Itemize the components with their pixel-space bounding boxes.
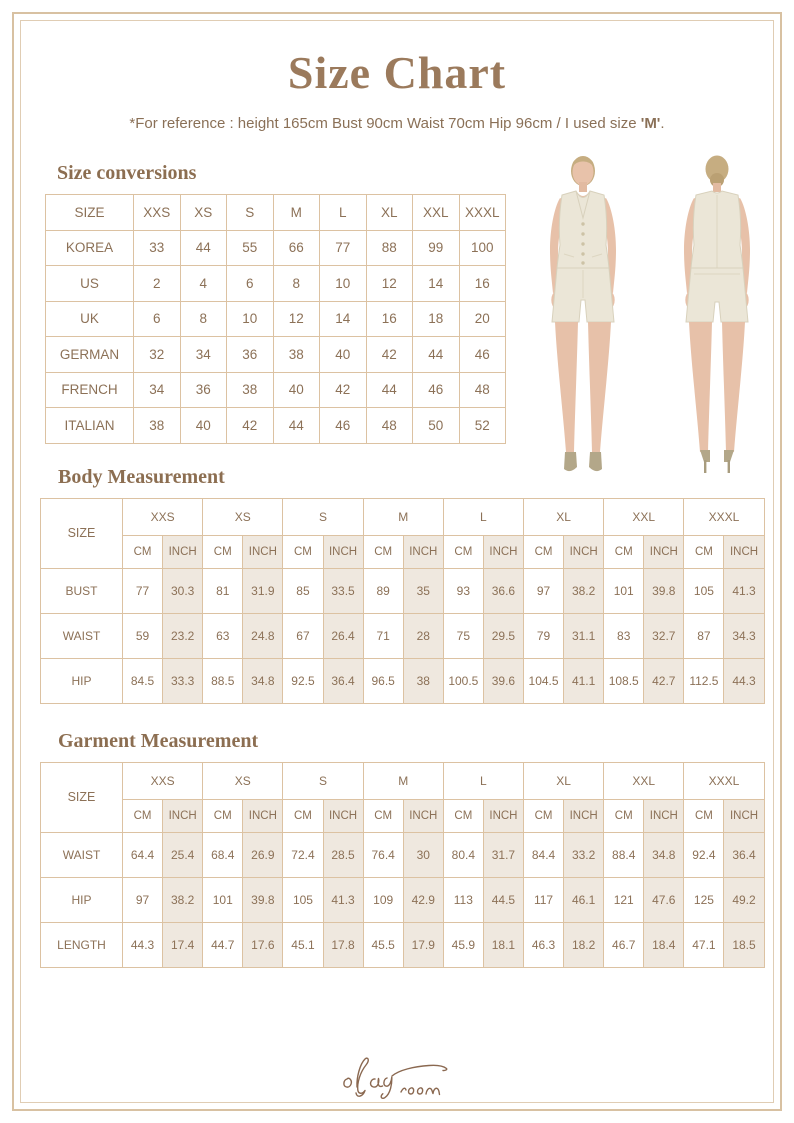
section-heading-size-conversions: Size conversions xyxy=(57,162,197,184)
table-cell: 83 xyxy=(604,613,644,658)
table-cell: 68.4 xyxy=(203,832,243,877)
table-cell: 92.4 xyxy=(684,832,724,877)
unit-header: INCH xyxy=(243,799,283,832)
table-cell: 29.5 xyxy=(483,613,523,658)
table-cell: 41.3 xyxy=(724,568,764,613)
table-cell: 125 xyxy=(684,877,724,922)
body-measurement-section xyxy=(40,466,764,704)
table-cell: 81 xyxy=(203,568,243,613)
unit-header: CM xyxy=(123,535,163,568)
table-cell: 18.1 xyxy=(483,922,523,967)
table-cell: 12 xyxy=(273,301,320,337)
table-cell: 77 xyxy=(123,568,163,613)
unit-header: INCH xyxy=(483,799,523,832)
table-row xyxy=(41,568,765,613)
table-cell: 40 xyxy=(180,408,227,444)
table-cell: 105 xyxy=(283,877,323,922)
row-label: ITALIAN xyxy=(46,408,134,444)
unit-header: INCH xyxy=(403,799,443,832)
table-cell: 97 xyxy=(123,877,163,922)
unit-header: CM xyxy=(363,799,403,832)
table-cell: 28.5 xyxy=(323,832,363,877)
table-cell: 84.4 xyxy=(523,832,563,877)
table-cell: 24.8 xyxy=(243,613,283,658)
unit-header: CM xyxy=(684,535,724,568)
table-cell: 105 xyxy=(684,568,724,613)
table-row xyxy=(41,658,765,703)
table-cell: 42 xyxy=(227,408,274,444)
table-cell: 46 xyxy=(459,337,506,373)
table-cell: 46 xyxy=(413,372,460,408)
table-cell: 79 xyxy=(523,613,563,658)
column-header: XS xyxy=(180,195,227,231)
unit-header: CM xyxy=(123,799,163,832)
table-cell: 6 xyxy=(134,301,181,337)
table-cell: 71 xyxy=(363,613,403,658)
table-cell: 25.4 xyxy=(163,832,203,877)
row-label: UK xyxy=(46,301,134,337)
table-cell: 46.7 xyxy=(604,922,644,967)
size-column-header: XL xyxy=(523,762,603,799)
table-row xyxy=(41,832,765,877)
table-cell: 41.1 xyxy=(564,658,604,703)
table-cell: 34 xyxy=(134,372,181,408)
table-cell: 36 xyxy=(227,337,274,373)
table-cell: 52 xyxy=(459,408,506,444)
column-header: S xyxy=(227,195,274,231)
table-cell: 121 xyxy=(604,877,644,922)
table-row xyxy=(46,337,506,373)
table-cell: 49.2 xyxy=(724,877,764,922)
table-cell: 33.3 xyxy=(163,658,203,703)
table-cell: 46.1 xyxy=(564,877,604,922)
table-cell: 55 xyxy=(227,230,274,266)
table-cell: 39.6 xyxy=(483,658,523,703)
table-cell: 39.8 xyxy=(243,877,283,922)
row-label: WAIST xyxy=(41,832,123,877)
size-column-header: XL xyxy=(523,498,603,535)
row-label: WAIST xyxy=(41,613,123,658)
table-row xyxy=(41,877,765,922)
table-cell: 97 xyxy=(523,568,563,613)
unit-header: INCH xyxy=(564,535,604,568)
table-cell: 117 xyxy=(523,877,563,922)
unit-header: CM xyxy=(684,799,724,832)
table-cell: 38 xyxy=(273,337,320,373)
row-label: LENGTH xyxy=(41,922,123,967)
table-cell: 101 xyxy=(203,877,243,922)
table-cell: 92.5 xyxy=(283,658,323,703)
table-cell: 113 xyxy=(443,877,483,922)
table-cell: 48 xyxy=(366,408,413,444)
reference-note xyxy=(0,115,794,132)
unit-header: CM xyxy=(203,535,243,568)
table-cell: 45.5 xyxy=(363,922,403,967)
unit-header: CM xyxy=(443,535,483,568)
table-cell: 47.6 xyxy=(644,877,684,922)
column-header: XXS xyxy=(134,195,181,231)
size-header: SIZE xyxy=(41,762,123,832)
row-label: KOREA xyxy=(46,230,134,266)
table-cell: 67 xyxy=(283,613,323,658)
table-cell: 36.4 xyxy=(323,658,363,703)
garment-measurement-section xyxy=(40,730,764,968)
row-label: US xyxy=(46,266,134,302)
table-cell: 99 xyxy=(413,230,460,266)
table-cell: 10 xyxy=(227,301,274,337)
table-cell: 38.2 xyxy=(163,877,203,922)
table-cell: 50 xyxy=(413,408,460,444)
table-cell: 84.5 xyxy=(123,658,163,703)
size-column-header: M xyxy=(363,498,443,535)
table-cell: 44 xyxy=(366,372,413,408)
table-cell: 47.1 xyxy=(684,922,724,967)
table-cell: 44.5 xyxy=(483,877,523,922)
table-cell: 38 xyxy=(227,372,274,408)
table-cell: 112.5 xyxy=(684,658,724,703)
unit-header: INCH xyxy=(163,535,203,568)
table-cell: 20 xyxy=(459,301,506,337)
table-cell: 87 xyxy=(684,613,724,658)
table-cell: 89 xyxy=(363,568,403,613)
table-cell: 93 xyxy=(443,568,483,613)
size-column-header: L xyxy=(443,762,523,799)
table-cell: 31.7 xyxy=(483,832,523,877)
table-header-row xyxy=(46,195,506,231)
table-row xyxy=(41,922,765,967)
table-row xyxy=(41,613,765,658)
unit-header: INCH xyxy=(403,535,443,568)
table-cell: 42 xyxy=(366,337,413,373)
table-cell: 39.8 xyxy=(644,568,684,613)
table-cell: 12 xyxy=(366,266,413,302)
size-column-header: M xyxy=(363,762,443,799)
table-cell: 23.2 xyxy=(163,613,203,658)
table-cell: 48 xyxy=(459,372,506,408)
table-cell: 14 xyxy=(320,301,367,337)
table-cell: 44.3 xyxy=(724,658,764,703)
table-cell: 8 xyxy=(180,301,227,337)
unit-header: CM xyxy=(443,799,483,832)
table-cell: 18.4 xyxy=(644,922,684,967)
table-cell: 59 xyxy=(123,613,163,658)
table-cell: 31.1 xyxy=(564,613,604,658)
size-column-header: XXL xyxy=(604,498,684,535)
row-label: BUST xyxy=(41,568,123,613)
section-heading-body-measurement: Body Measurement xyxy=(58,465,225,488)
column-header: L xyxy=(320,195,367,231)
table-cell: 40 xyxy=(320,337,367,373)
table-cell: 38.2 xyxy=(564,568,604,613)
table-cell: 64.4 xyxy=(123,832,163,877)
table-cell: 34.3 xyxy=(724,613,764,658)
table-header-row xyxy=(41,498,765,535)
mannequin-front-figure xyxy=(524,150,642,482)
table-cell: 33 xyxy=(134,230,181,266)
table-header-row xyxy=(41,762,765,799)
unit-header: CM xyxy=(283,799,323,832)
table-cell: 38 xyxy=(134,408,181,444)
table-cell: 26.4 xyxy=(323,613,363,658)
unit-header: INCH xyxy=(163,799,203,832)
size-column-header: XS xyxy=(203,762,283,799)
unit-header: INCH xyxy=(243,535,283,568)
row-label: FRENCH xyxy=(46,372,134,408)
table-cell: 35 xyxy=(403,568,443,613)
table-cell: 44.7 xyxy=(203,922,243,967)
table-cell: 34.8 xyxy=(243,658,283,703)
table-cell: 46 xyxy=(320,408,367,444)
unit-header: INCH xyxy=(724,799,764,832)
table-cell: 26.9 xyxy=(243,832,283,877)
table-row xyxy=(46,408,506,444)
table-cell: 88.4 xyxy=(604,832,644,877)
unit-header: INCH xyxy=(323,535,363,568)
table-cell: 40 xyxy=(273,372,320,408)
size-header: SIZE xyxy=(41,498,123,568)
table-cell: 18 xyxy=(413,301,460,337)
unit-header: CM xyxy=(203,799,243,832)
brand-signature xyxy=(340,1046,470,1100)
size-column-header: XXL xyxy=(604,762,684,799)
size-column-header: S xyxy=(283,498,363,535)
column-header: XL xyxy=(366,195,413,231)
column-header: SIZE xyxy=(46,195,134,231)
table-cell: 14 xyxy=(413,266,460,302)
table-cell: 44.3 xyxy=(123,922,163,967)
table-row xyxy=(46,372,506,408)
table-cell: 18.2 xyxy=(564,922,604,967)
table-cell: 66 xyxy=(273,230,320,266)
table-row xyxy=(46,301,506,337)
unit-header: CM xyxy=(604,535,644,568)
table-cell: 44 xyxy=(273,408,320,444)
table-cell: 34 xyxy=(180,337,227,373)
unit-header: INCH xyxy=(323,799,363,832)
column-header: XXL xyxy=(413,195,460,231)
table-cell: 30.3 xyxy=(163,568,203,613)
table-cell: 44 xyxy=(413,337,460,373)
row-label: GERMAN xyxy=(46,337,134,373)
table-cell: 17.6 xyxy=(243,922,283,967)
table-cell: 88.5 xyxy=(203,658,243,703)
table-cell: 108.5 xyxy=(604,658,644,703)
size-conversions-table xyxy=(45,194,506,444)
table-cell: 72.4 xyxy=(283,832,323,877)
size-column-header: XXXL xyxy=(684,498,764,535)
table-cell: 17.8 xyxy=(323,922,363,967)
unit-header: INCH xyxy=(483,535,523,568)
garment-measurement-table xyxy=(40,762,765,968)
table-cell: 16 xyxy=(366,301,413,337)
table-cell: 36 xyxy=(180,372,227,408)
table-cell: 31.9 xyxy=(243,568,283,613)
table-cell: 16 xyxy=(459,266,506,302)
size-column-header: S xyxy=(283,762,363,799)
size-column-header: L xyxy=(443,498,523,535)
unit-header: INCH xyxy=(564,799,604,832)
row-label: HIP xyxy=(41,658,123,703)
table-cell: 104.5 xyxy=(523,658,563,703)
table-cell: 18.5 xyxy=(724,922,764,967)
row-label: HIP xyxy=(41,877,123,922)
mannequin-back-figure xyxy=(658,150,776,482)
table-cell: 33.5 xyxy=(323,568,363,613)
unit-header-row xyxy=(41,535,765,568)
table-cell: 30 xyxy=(403,832,443,877)
table-cell: 100 xyxy=(459,230,506,266)
unit-header: INCH xyxy=(644,535,684,568)
unit-header: INCH xyxy=(724,535,764,568)
model-figures xyxy=(524,150,776,482)
table-cell: 41.3 xyxy=(323,877,363,922)
table-cell: 80.4 xyxy=(443,832,483,877)
unit-header: CM xyxy=(523,535,563,568)
unit-header: INCH xyxy=(644,799,684,832)
table-cell: 28 xyxy=(403,613,443,658)
table-cell: 2 xyxy=(134,266,181,302)
table-cell: 109 xyxy=(363,877,403,922)
table-cell: 17.9 xyxy=(403,922,443,967)
table-cell: 46.3 xyxy=(523,922,563,967)
table-cell: 32 xyxy=(134,337,181,373)
size-column-header: XXS xyxy=(123,498,203,535)
table-cell: 32.7 xyxy=(644,613,684,658)
table-cell: 36.4 xyxy=(724,832,764,877)
table-cell: 85 xyxy=(283,568,323,613)
table-cell: 6 xyxy=(227,266,274,302)
table-cell: 100.5 xyxy=(443,658,483,703)
table-cell: 4 xyxy=(180,266,227,302)
table-cell: 17.4 xyxy=(163,922,203,967)
table-cell: 38 xyxy=(403,658,443,703)
section-heading-garment-measurement: Garment Measurement xyxy=(58,729,259,752)
table-cell: 96.5 xyxy=(363,658,403,703)
table-cell: 42.9 xyxy=(403,877,443,922)
table-cell: 42 xyxy=(320,372,367,408)
table-cell: 44 xyxy=(180,230,227,266)
table-cell: 45.1 xyxy=(283,922,323,967)
table-cell: 101 xyxy=(604,568,644,613)
table-row xyxy=(46,266,506,302)
column-header: XXXL xyxy=(459,195,506,231)
unit-header: CM xyxy=(283,535,323,568)
unit-header-row xyxy=(41,799,765,832)
unit-header: CM xyxy=(604,799,644,832)
column-header: M xyxy=(273,195,320,231)
reference-note-suffix: . xyxy=(660,115,665,132)
size-conversions-section xyxy=(45,162,505,444)
table-cell: 77 xyxy=(320,230,367,266)
table-cell: 36.6 xyxy=(483,568,523,613)
table-cell: 34.8 xyxy=(644,832,684,877)
table-cell: 88 xyxy=(366,230,413,266)
table-cell: 33.2 xyxy=(564,832,604,877)
size-column-header: XXXL xyxy=(684,762,764,799)
page-title: Size Chart xyxy=(287,47,507,98)
reference-note-text: *For reference : height 165cm Bust 90cm Waist 70cm Hip 96cm / I used size xyxy=(129,115,641,132)
table-cell: 75 xyxy=(443,613,483,658)
table-cell: 76.4 xyxy=(363,832,403,877)
table-cell: 42.7 xyxy=(644,658,684,703)
table-cell: 63 xyxy=(203,613,243,658)
table-cell: 8 xyxy=(273,266,320,302)
size-column-header: XS xyxy=(203,498,283,535)
unit-header: CM xyxy=(523,799,563,832)
body-measurement-table xyxy=(40,498,765,704)
reference-size-emphasis: 'M' xyxy=(640,115,661,132)
table-row xyxy=(46,230,506,266)
unit-header: CM xyxy=(363,535,403,568)
size-column-header: XXS xyxy=(123,762,203,799)
table-cell: 45.9 xyxy=(443,922,483,967)
table-cell: 10 xyxy=(320,266,367,302)
